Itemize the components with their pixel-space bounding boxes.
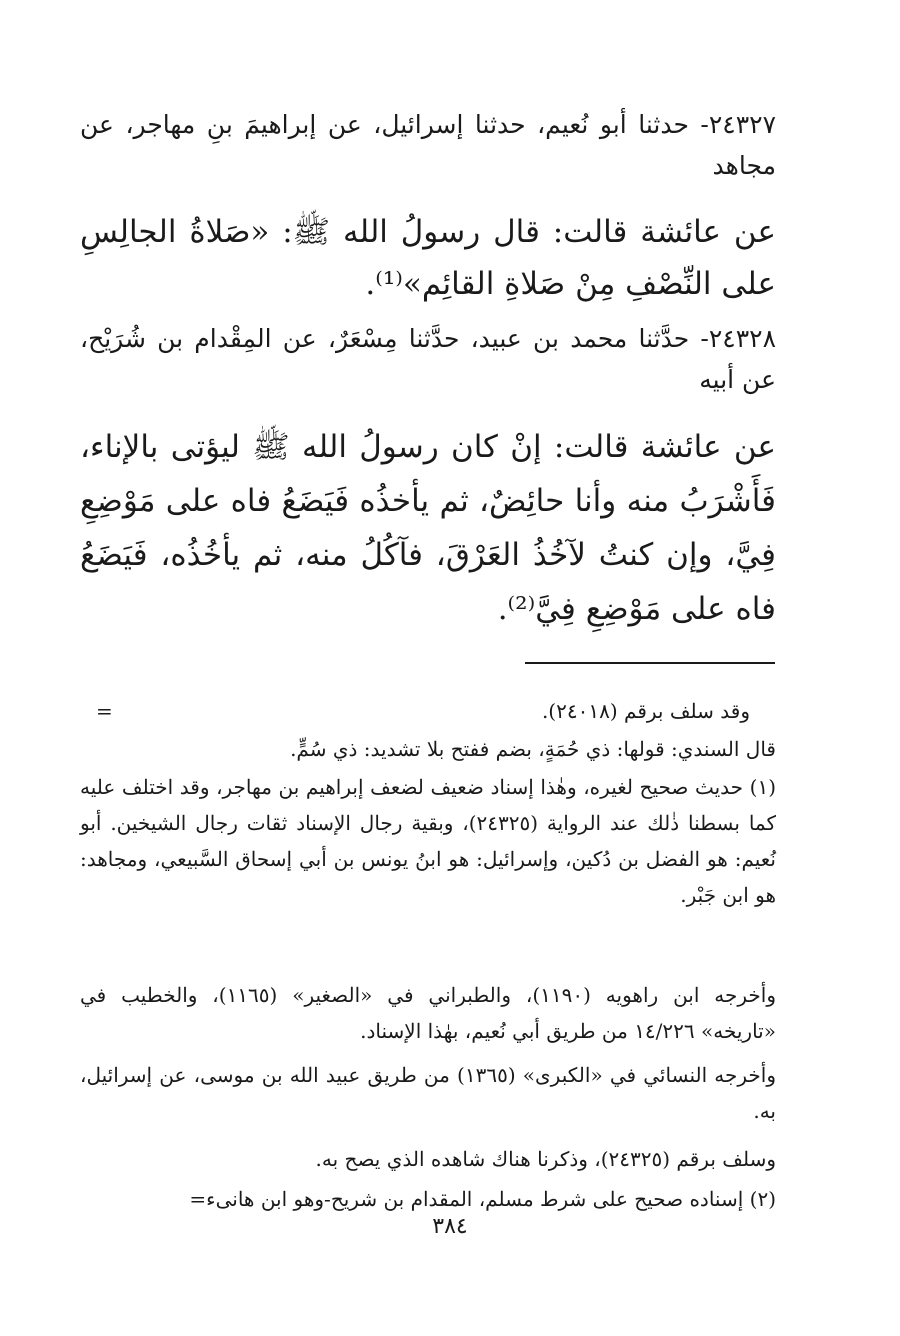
footnote-1: (١) حديث صحيح لغيره، وهٰذا إسناد ضعيف لضعف إبراهيم بن مهاجر، وقد اختلف عليه كما بسطنا ذٰلك عند الرواية (٢٤٣٢٥)، وبقية رجال الإسناد ثقات رجال الشيخين. أبو نُعيم: هو الفضل بن دُكين، وإسرائيل: هو ابنُ يونس بن أبي إسحاق السَّبيعي، ومجاهد: هو ابن جَبْر. (80, 775, 776, 907)
hadith-24327-matn: عن عائشة قالت: قال رسولُ الله ﷺ: «صَلاةُ الجالِسِ على النِّصْفِ مِنْ صَلاةِ القائِم»⁽¹⁾. (80, 214, 776, 302)
page-number: ٣٨٤ (432, 1214, 468, 1239)
footnote-1-takhrij-1: وأخرجه ابن راهويه (١١٩٠)، والطبراني في «الصغير» (١١٦٥)، والخطيب في «تاريخه» ١٤/٢٢٦ من طريق أبي نُعيم، بهٰذا الإسناد. (80, 983, 776, 1043)
footnote-2: (٢) إسناده صحيح على شرط مسلم، المقدام بن شريح-وهو ابن هانىء= (189, 1187, 776, 1211)
footnote-sindi: قال السندي: قولها: ذي حُمَةٍ، بضم ففتح بلا تشديد: ذي سُمٍّ. (290, 737, 776, 761)
footnote-continuation-mark: = (96, 699, 113, 723)
footnote-continued-line: وقد سلف برقم (٢٤٠١٨). (541, 699, 750, 723)
footnote-1-takhrij-2: وأخرجه النسائي في «الكبرى» (١٣٦٥) من طريق عبيد الله بن موسى، عن إسرائيل، به. (80, 1063, 777, 1123)
hadith-24328-isnad: ٢٤٣٢٨- حدَّثنا محمد بن عبيد، حدَّثنا مِسْعَرٌ، عن المِقْدام بن شُرَيْح، عن أبيه (80, 324, 776, 394)
footnote-1-salaf: وسلف برقم (٢٤٣٢٥)، وذكرنا هناك شاهده الذي يصح به. (315, 1147, 776, 1171)
hadith-24327-isnad: ٢٤٣٢٧- حدثنا أبو نُعيم، حدثنا إسرائيل، عن إبراهيمَ بنِ مهاجر، عن مجاهد (80, 110, 776, 180)
footnote-separator (525, 662, 775, 664)
hadith-24328-matn: عن عائشة قالت: إنْ كان رسولُ الله ﷺ ليؤتى بالإناء، فَأَشْرَبُ منه وأنا حائِضٌ، ثم يأخذُه فَيَضَعُ فاه على مَوْضِعِ فِيَّ، وإن كنتُ لآخُذُ العَرْقَ، فآكُلُ منه، ثم يأخُذُه، فَيَضَعُ فاه على مَوْضِعِ فِيَّ⁽²⁾. (80, 429, 776, 627)
